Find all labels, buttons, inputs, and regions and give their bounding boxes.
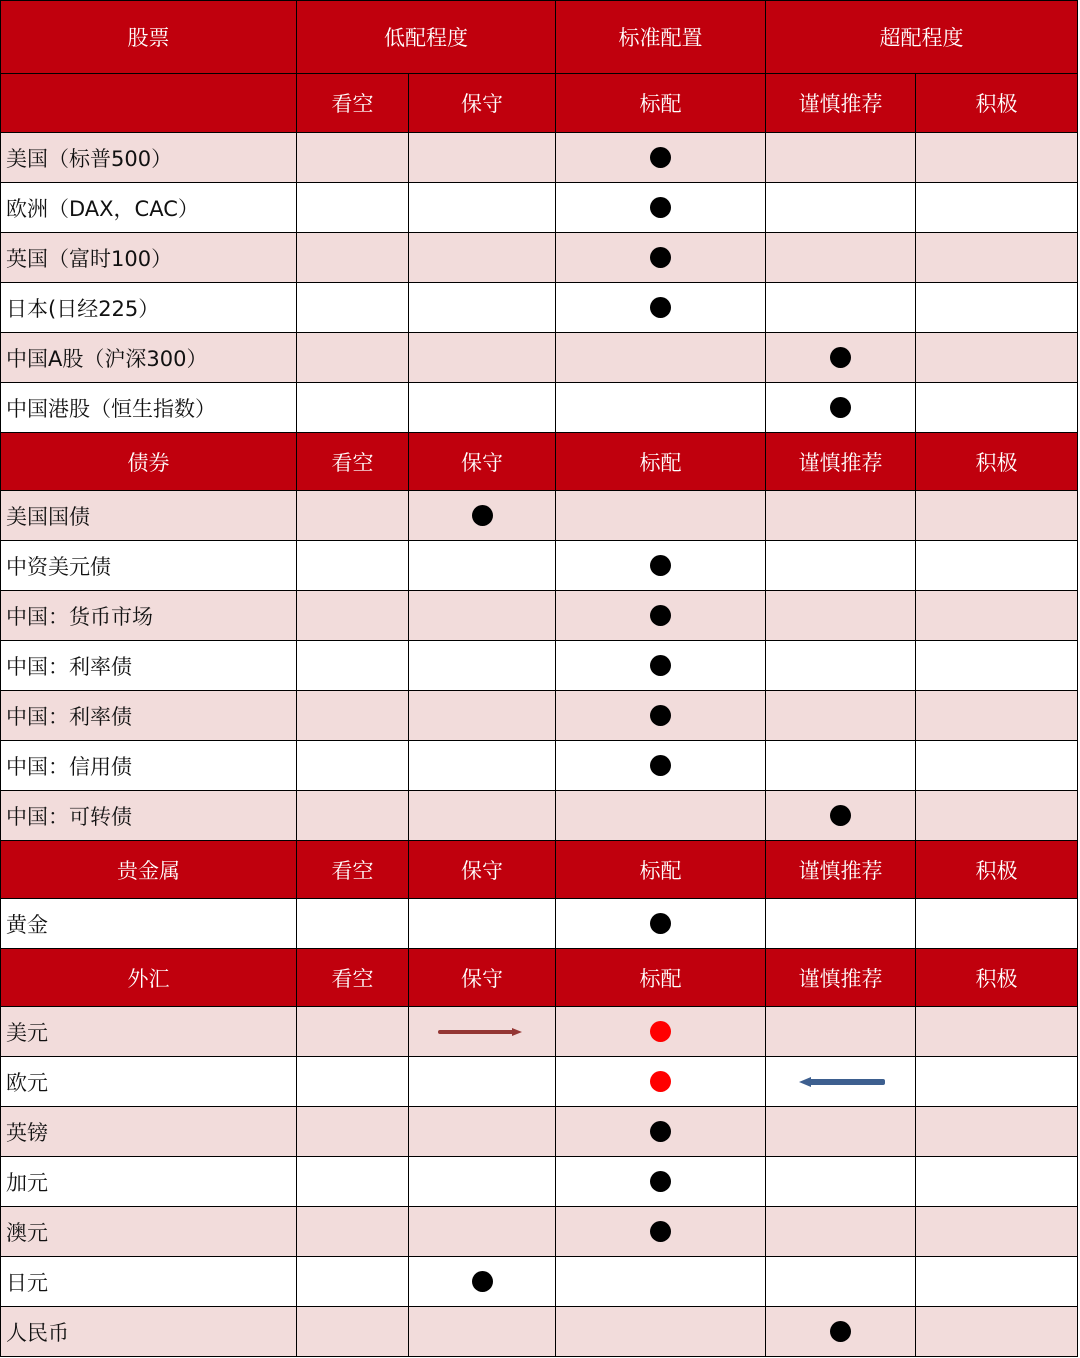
section-2-column-header: 保守 xyxy=(408,840,556,899)
section-1-column-header: 标配 xyxy=(555,432,766,491)
rating-cell xyxy=(765,690,916,741)
rating-cell xyxy=(296,132,409,183)
rating-cell xyxy=(765,332,916,383)
dot-marker xyxy=(830,805,851,826)
rating-cell xyxy=(408,1006,556,1057)
rating-cell xyxy=(915,282,1078,333)
sub-header-blank xyxy=(0,73,297,133)
rating-cell xyxy=(915,540,1078,591)
row-label: 美元 xyxy=(0,1006,297,1057)
row-label: 日元 xyxy=(0,1256,297,1307)
row-label: 中国：可转债 xyxy=(0,790,297,841)
section-header-2: 贵金属 xyxy=(0,840,297,899)
rating-cell xyxy=(296,590,409,641)
rating-cell xyxy=(408,590,556,641)
rating-cell xyxy=(296,1006,409,1057)
rating-cell xyxy=(296,1256,409,1307)
dot-marker xyxy=(650,755,671,776)
sub-header-cautious: 谨慎推荐 xyxy=(765,73,916,133)
rating-cell xyxy=(555,540,766,591)
dot-marker xyxy=(650,655,671,676)
rating-cell xyxy=(296,1156,409,1207)
section-3-column-header: 积极 xyxy=(915,948,1078,1007)
rating-cell xyxy=(765,132,916,183)
row-label: 人民币 xyxy=(0,1306,297,1357)
rating-cell xyxy=(408,282,556,333)
rating-cell xyxy=(296,1306,409,1357)
rating-cell xyxy=(408,1156,556,1207)
rating-cell xyxy=(765,540,916,591)
rating-cell xyxy=(555,590,766,641)
rating-cell xyxy=(555,232,766,283)
section-2-column-header: 积极 xyxy=(915,840,1078,899)
rating-cell xyxy=(765,898,916,949)
rating-cell xyxy=(408,640,556,691)
rating-cell xyxy=(296,540,409,591)
rating-cell xyxy=(765,382,916,433)
dot-marker xyxy=(650,605,671,626)
row-label: 中国：货币市场 xyxy=(0,590,297,641)
rating-cell xyxy=(555,282,766,333)
row-label: 中国：利率债 xyxy=(0,640,297,691)
rating-cell xyxy=(408,182,556,233)
rating-cell xyxy=(555,740,766,791)
rating-cell xyxy=(296,790,409,841)
row-label: 中国A股（沪深300） xyxy=(0,332,297,383)
rating-cell xyxy=(555,1056,766,1107)
section-header-1: 债券 xyxy=(0,432,297,491)
rating-cell xyxy=(765,232,916,283)
rating-cell xyxy=(765,640,916,691)
rating-cell xyxy=(765,1306,916,1357)
rating-cell xyxy=(915,898,1078,949)
row-label: 日本(日经225） xyxy=(0,282,297,333)
rating-cell xyxy=(765,182,916,233)
dot-marker xyxy=(472,1271,493,1292)
section-2-column-header: 谨慎推荐 xyxy=(765,840,916,899)
rating-cell xyxy=(296,490,409,541)
row-label: 美国（标普500） xyxy=(0,132,297,183)
rating-cell xyxy=(915,232,1078,283)
rating-cell xyxy=(915,1256,1078,1307)
rating-cell xyxy=(765,1156,916,1207)
rating-cell xyxy=(915,382,1078,433)
rating-cell xyxy=(296,740,409,791)
rating-cell xyxy=(408,1056,556,1107)
dot-marker xyxy=(650,1221,671,1242)
section-1-column-header: 保守 xyxy=(408,432,556,491)
dot-marker xyxy=(650,705,671,726)
rating-cell xyxy=(408,1256,556,1307)
rating-cell xyxy=(555,132,766,183)
row-label: 中资美元债 xyxy=(0,540,297,591)
dot-marker xyxy=(830,1321,851,1342)
section-3-column-header: 看空 xyxy=(296,948,409,1007)
row-label: 加元 xyxy=(0,1156,297,1207)
dot-marker xyxy=(830,397,851,418)
rating-cell xyxy=(408,1306,556,1357)
rating-cell xyxy=(765,590,916,641)
top-header-overweight: 超配程度 xyxy=(765,0,1078,74)
rating-cell xyxy=(915,132,1078,183)
dot-marker xyxy=(650,1171,671,1192)
rating-cell xyxy=(296,382,409,433)
rating-cell xyxy=(555,490,766,541)
section-3-column-header: 保守 xyxy=(408,948,556,1007)
row-label: 黄金 xyxy=(0,898,297,949)
rating-cell xyxy=(915,790,1078,841)
rating-cell xyxy=(408,540,556,591)
dot-marker xyxy=(830,347,851,368)
rating-cell xyxy=(296,1106,409,1157)
top-header-neutral: 标准配置 xyxy=(555,0,766,74)
top-header-equities: 股票 xyxy=(0,0,297,74)
rating-cell xyxy=(915,1006,1078,1057)
red-dot-marker xyxy=(650,1021,671,1042)
rating-cell xyxy=(408,1106,556,1157)
rating-cell xyxy=(555,690,766,741)
rating-cell xyxy=(765,1106,916,1157)
section-1-column-header: 看空 xyxy=(296,432,409,491)
section-2-column-header: 标配 xyxy=(555,840,766,899)
rating-cell xyxy=(555,790,766,841)
sub-header-positive: 积极 xyxy=(915,73,1078,133)
rating-cell xyxy=(408,740,556,791)
rating-cell xyxy=(296,1056,409,1107)
dot-marker xyxy=(650,297,671,318)
rating-cell xyxy=(555,1156,766,1207)
rating-cell xyxy=(408,1206,556,1257)
rating-cell xyxy=(555,382,766,433)
rating-cell xyxy=(555,332,766,383)
dot-marker xyxy=(650,1121,671,1142)
rating-cell xyxy=(915,640,1078,691)
rating-cell xyxy=(915,1056,1078,1107)
row-label: 英国（富时100） xyxy=(0,232,297,283)
rating-cell xyxy=(915,490,1078,541)
rating-cell xyxy=(555,898,766,949)
row-label: 中国港股（恒生指数） xyxy=(0,382,297,433)
section-2-column-header: 看空 xyxy=(296,840,409,899)
rating-cell xyxy=(296,640,409,691)
rating-cell xyxy=(915,182,1078,233)
row-label: 中国：信用债 xyxy=(0,740,297,791)
rating-cell xyxy=(555,1306,766,1357)
rating-cell xyxy=(296,232,409,283)
rating-cell xyxy=(915,1206,1078,1257)
rating-cell xyxy=(408,898,556,949)
dot-marker xyxy=(650,147,671,168)
rating-cell xyxy=(915,332,1078,383)
rating-cell xyxy=(765,490,916,541)
sub-header-standard: 标配 xyxy=(555,73,766,133)
rating-cell xyxy=(915,590,1078,641)
section-3-column-header: 谨慎推荐 xyxy=(765,948,916,1007)
row-label: 中国：利率债 xyxy=(0,690,297,741)
dot-marker xyxy=(650,197,671,218)
rating-cell xyxy=(296,282,409,333)
row-label: 英镑 xyxy=(0,1106,297,1157)
rating-cell xyxy=(408,332,556,383)
sub-header-conservative: 保守 xyxy=(408,73,556,133)
rating-cell xyxy=(765,1256,916,1307)
rating-cell xyxy=(555,1006,766,1057)
rating-cell xyxy=(296,182,409,233)
rating-cell xyxy=(555,1106,766,1157)
section-header-3: 外汇 xyxy=(0,948,297,1007)
rating-cell xyxy=(408,132,556,183)
right-arrow-icon xyxy=(436,1026,528,1038)
row-label: 澳元 xyxy=(0,1206,297,1257)
rating-cell xyxy=(555,1256,766,1307)
rating-cell xyxy=(915,1106,1078,1157)
rating-cell xyxy=(408,790,556,841)
rating-cell xyxy=(408,690,556,741)
rating-cell xyxy=(915,1156,1078,1207)
rating-cell xyxy=(296,690,409,741)
row-label: 欧洲（DAX，CAC） xyxy=(0,182,297,233)
rating-cell xyxy=(765,1206,916,1257)
rating-cell xyxy=(915,740,1078,791)
rating-cell xyxy=(765,282,916,333)
rating-cell xyxy=(765,1006,916,1057)
rating-cell xyxy=(296,898,409,949)
section-3-column-header: 标配 xyxy=(555,948,766,1007)
rating-cell xyxy=(555,182,766,233)
rating-cell xyxy=(915,1306,1078,1357)
section-1-column-header: 积极 xyxy=(915,432,1078,491)
dot-marker xyxy=(650,913,671,934)
dot-marker xyxy=(650,555,671,576)
dot-marker xyxy=(650,247,671,268)
rating-cell xyxy=(408,232,556,283)
rating-cell xyxy=(296,332,409,383)
row-label: 美国国债 xyxy=(0,490,297,541)
rating-cell xyxy=(765,1056,916,1107)
rating-cell xyxy=(296,1206,409,1257)
section-1-column-header: 谨慎推荐 xyxy=(765,432,916,491)
rating-cell xyxy=(915,690,1078,741)
red-dot-marker xyxy=(650,1071,671,1092)
rating-cell xyxy=(555,1206,766,1257)
rating-cell xyxy=(765,790,916,841)
dot-marker xyxy=(472,505,493,526)
sub-header-bearish: 看空 xyxy=(296,73,409,133)
left-arrow-icon xyxy=(795,1076,887,1088)
rating-cell xyxy=(408,490,556,541)
rating-cell xyxy=(765,740,916,791)
rating-cell xyxy=(408,382,556,433)
row-label: 欧元 xyxy=(0,1056,297,1107)
top-header-underweight: 低配程度 xyxy=(296,0,556,74)
rating-cell xyxy=(555,640,766,691)
